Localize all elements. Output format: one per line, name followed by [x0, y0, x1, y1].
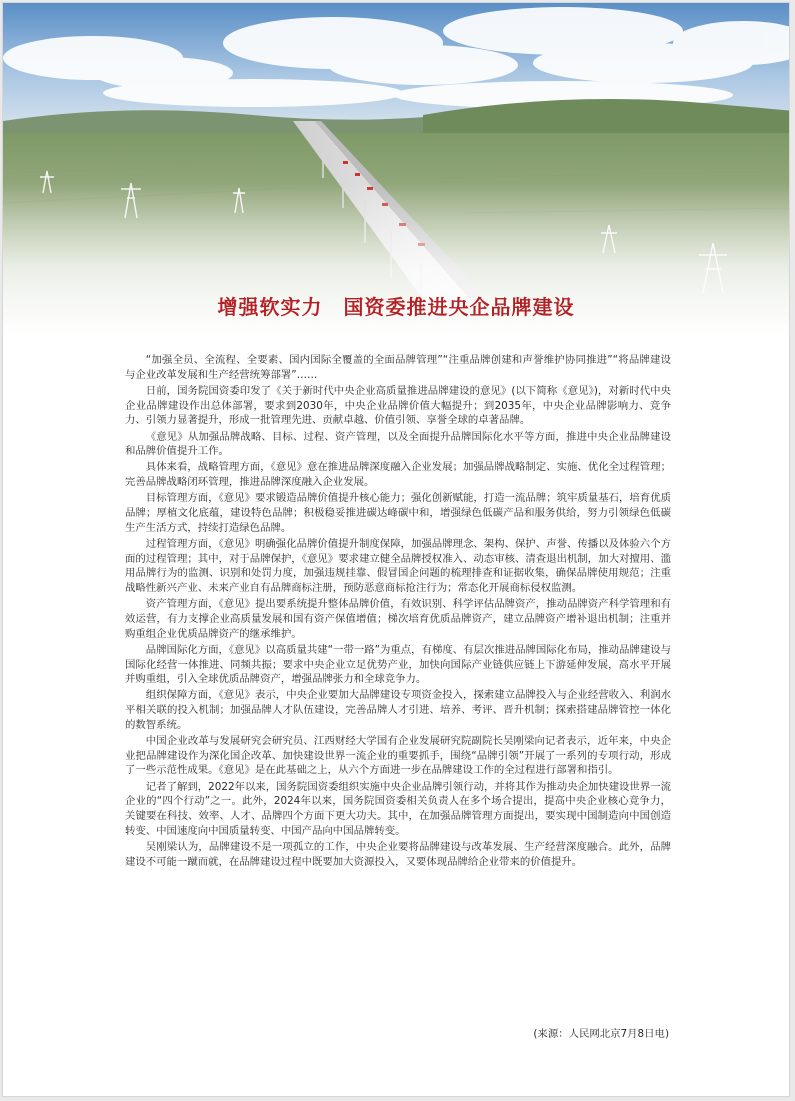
- article-body: [125, 353, 671, 871]
- hero-image-highway-bridge: [3, 3, 789, 338]
- paragraph: 日前，国务院国资委印发了《关于新时代中央企业高质量推进品牌建设的意见》(以下简称《意见》)，对新时代中央企业品牌建设作出总体部署，要求到2030年，中央企业品牌价值大幅提升；到2035年，中央企业品牌影响力、竞争力、引领力显著提升，形成一批管理先进、贡献卓越、价值引领、享誉全球的卓著品牌。: [125, 384, 671, 427]
- paragraph: 《意见》从加强品牌战略、目标、过程、资产管理，以及全面提升品牌国际化水平等方面，推进中央企业品牌建设和品牌价值提升工作。: [125, 430, 671, 458]
- paragraph: 具体来看，战略管理方面，《意见》意在推进品牌深度融入企业发展；加强品牌战略制定、实施、优化全过程管理；完善品牌战略闭环管理，推进品牌深度融入企业发展。: [125, 461, 671, 489]
- paragraph: 目标管理方面，《意见》要求锻造品牌价值提升核心能力；强化创新赋能，打造一流品牌；筑牢质量基石，培育优质品牌；厚植文化底蕴，建设特色品牌；积极稳妥推进碳达峰碳中和，增强绿色低碳产品和服务供给，努力引领绿色低碳生产生活方式，持续打造绿色品牌。: [125, 492, 671, 534]
- document-page: [2, 2, 790, 1097]
- paragraph: 中国企业改革与发展研究会研究员、江西财经大学国有企业发展研究院副院长吴刚梁向记者表示，近年来，中央企业把品牌建设作为深化国企改革、加快建设世界一流企业的重要抓手，围绕“品牌引领”开展了一系列的专项行动，形成了一些示范性成果。《意见》是在此基础之上，从六个方面进一步在品牌建设工作的全过程进行部署和指引。: [125, 735, 671, 777]
- paragraph: “加强全员、全流程、全要素、国内国际全覆盖的全面品牌管理”“注重品牌创建和声誉维护协同推进”“将品牌建设与企业改革发展和生产经营统筹部署”……: [125, 354, 671, 381]
- paragraph: 吴刚梁认为，品牌建设不是一项孤立的工作，中央企业要将品牌建设与改革发展、生产经营深度融合。此外，品牌建设不可能一蹴而就，在品牌建设过程中既要加大资源投入，又要体现品牌给企业带来的价值提升。: [125, 841, 671, 868]
- paragraph: 组织保障方面，《意见》表示，中央企业要加大品牌建设专项资金投入，探索建立品牌投入与企业经营收入、利润水平相关联的投入机制；加强品牌人才队伍建设，完善品牌人才引进、培养、考评、晋升机制；探索搭建品牌管控一体化的数智系统。: [125, 689, 671, 731]
- article-title: 增强软实力 国资委推进央企品牌建设: [217, 295, 575, 319]
- paragraph: 资产管理方面，《意见》提出要系统提升整体品牌价值，有效识别、科学评估品牌资产，推动品牌资产科学管理和有效运营，有力支撑企业高质量发展和国有资产保值增值；梯次培育优质品牌资产，建立品牌资产增补退出机制；注重并购重组企业优质品牌资产的继承维护。: [125, 598, 671, 640]
- article-source: (来源：人民网北京7月8日电): [533, 1028, 669, 1040]
- paragraph: 过程管理方面，《意见》明确强化品牌价值提升制度保障，加强品牌理念、架构、保护、声誉、传播以及体验六个方面的过程管理；其中，对于品牌保护，《意见》要求建立健全品牌授权准入、动态审核、清查退出机制，加大对擅用、滥用品牌行为的监测、识别和处罚力度，加强违规挂靠、假冒国企问题的梳理排查和证据收集，确保品牌使用规范；注重战略性新兴产业、未来产业自有品牌商标注册，预防恶意商标抢注行为；常态化开展商标侵权监测。: [125, 537, 671, 595]
- paragraph: 记者了解到，2022年以来，国务院国资委组织实施中央企业品牌引领行动，并将其作为推动央企加快建设世界一流企业的“四个行动”之一。此外，2024年以来，国务院国资委相关负责人在多个场合提出，提高中央企业核心竞争力，关键要在科技、效率、人才、品牌四个方面下更大功夫。其中，在加强品牌管理方面提出，要实现中国制造向中国创造转变、中国速度向中国质量转变、中国产品向中国品牌转变。: [125, 780, 671, 837]
- paragraph: 品牌国际化方面，《意见》以高质量共建“一带一路”为重点，有梯度、有层次推进品牌国际化布局，推动品牌建设与国际化经营一体推进、同频共振；要求中央企业立足优势产业，加快向国际产业链供应链上下游延伸发展，高水平开展并购重组，引入全球优质品牌资产，增强品牌张力和全球竞争力。: [125, 643, 671, 686]
